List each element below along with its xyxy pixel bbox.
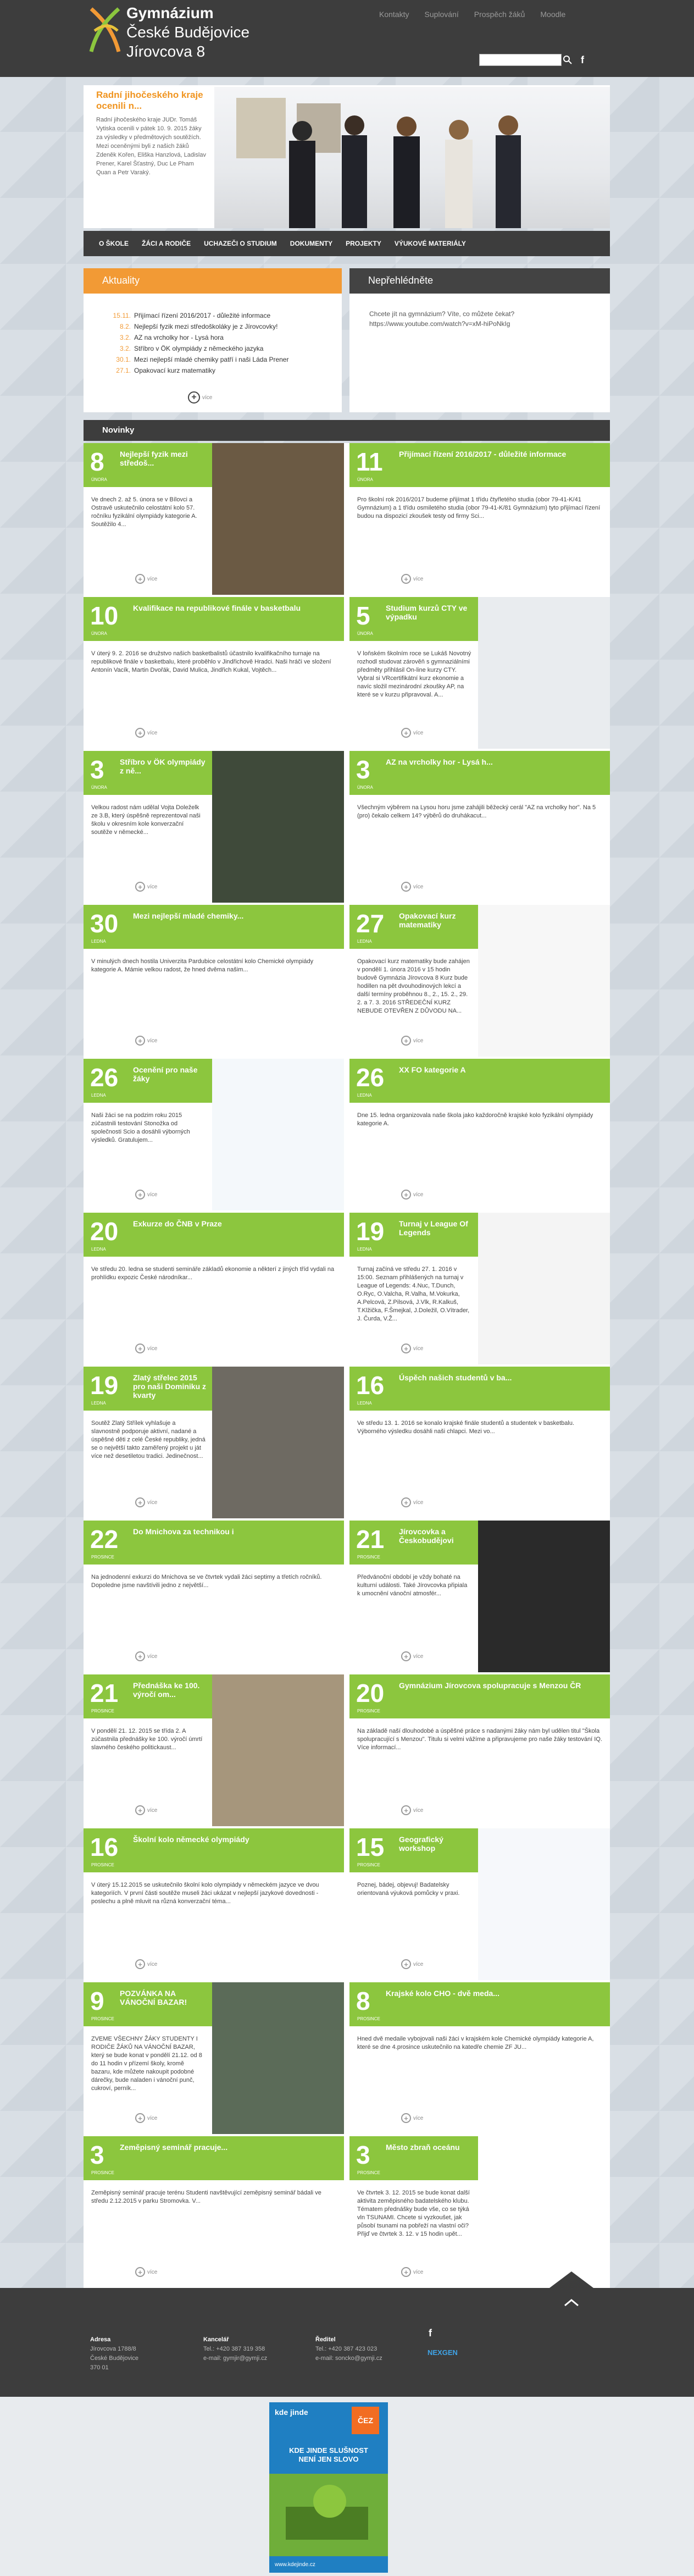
news-more-button[interactable] — [135, 1651, 157, 1661]
plus-icon: + — [135, 2267, 145, 2277]
news-card[interactable] — [349, 2136, 610, 2288]
news-photo[interactable] — [212, 1982, 344, 2134]
news-title[interactable]: Stříbro v ÖK olympiády z ně... — [120, 758, 206, 775]
students-photo-illustration — [214, 87, 610, 228]
news-card[interactable] — [84, 443, 344, 595]
news-card[interactable] — [349, 751, 610, 903]
news-title[interactable]: Gymnázium Jírovcova spolupracuje s Menzou ČR — [399, 1681, 581, 1690]
news-more-label: více — [413, 2115, 424, 2121]
news-month: ÚNORA — [357, 631, 373, 636]
plus-icon: + — [135, 1805, 145, 1815]
news-text: Předvánoční období je vždy bohaté na kulturní události. Také Jírovcovka připiala k umocnění vánoční atmosfér... — [357, 1574, 468, 1597]
news-more-label: více — [147, 1653, 158, 1660]
aktuality-heading: Aktuality — [84, 268, 342, 294]
news-more-button[interactable] — [135, 728, 157, 738]
news-month: LEDNA — [91, 1401, 106, 1406]
news-photo[interactable] — [478, 1521, 610, 1672]
hero-photo[interactable] — [214, 87, 610, 228]
news-day: 5 — [356, 601, 370, 630]
news-title[interactable]: Přijímací řízení 2016/2017 - důležité informace — [399, 450, 567, 458]
news-title[interactable]: Přednáška ke 100. výročí om... — [133, 1681, 200, 1699]
news-more-label: více — [413, 883, 424, 890]
news-photo[interactable] — [212, 751, 344, 903]
news-month: ÚNORA — [91, 477, 107, 482]
news-month: PROSINCE — [357, 2016, 380, 2021]
plus-icon: + — [135, 1344, 145, 1353]
plus-icon: + — [401, 882, 411, 892]
news-more-button[interactable] — [401, 1959, 423, 1969]
news-photo[interactable] — [212, 1059, 344, 1210]
news-photo[interactable] — [478, 2136, 610, 2288]
news-month: LEDNA — [357, 1093, 372, 1098]
news-text: Naši žáci se na podzim roku 2015 zúčastnili testování Stonožka od společnosti Scio a dosáhli výborných výsledků. Gratulujem... — [91, 1112, 190, 1143]
facebook-icon[interactable]: f — [581, 54, 584, 65]
news-month: PROSINCE — [357, 1862, 380, 1867]
news-more-label: více — [413, 1037, 424, 1044]
plus-icon: + — [401, 2113, 411, 2123]
news-title[interactable]: POZVÁNKA NA VÁNOČNÍ BAZAR! — [120, 1989, 187, 2006]
news-day: 30 — [90, 909, 119, 938]
plus-icon: + — [135, 1959, 145, 1969]
plus-icon: + — [401, 2267, 411, 2277]
news-card[interactable] — [84, 1059, 344, 1210]
news-month: PROSINCE — [91, 1555, 114, 1560]
news-month: PROSINCE — [357, 2170, 380, 2175]
news-month: PROSINCE — [91, 2016, 114, 2021]
news-card[interactable] — [349, 597, 610, 749]
aktuality-more-button[interactable] — [188, 391, 212, 403]
mainnav-projekty[interactable]: PROJEKTY — [346, 240, 381, 247]
news-day: 21 — [356, 1525, 385, 1554]
news-card[interactable] — [349, 1674, 610, 1826]
news-text: Ve středu 13. 1. 2016 se konalo krajské finále studentů a studentek v basketbalu. Výborného výsledku dosáhli naši chlapci. Mezi vo... — [357, 1420, 575, 1435]
footer-address-line: 370 01 — [90, 2364, 109, 2371]
news-card[interactable] — [84, 597, 344, 749]
nepreh-heading: Nepřehlédněte — [349, 268, 610, 294]
news-more-label: více — [147, 1499, 158, 1506]
plus-icon: + — [401, 1805, 411, 1815]
plus-icon: + — [401, 1651, 411, 1661]
plus-icon: + — [135, 1497, 145, 1507]
news-more-button[interactable] — [135, 2113, 157, 2123]
news-more-button[interactable] — [401, 728, 423, 738]
aktuality-date: 15.11. — [113, 312, 131, 319]
school-name-line1: Gymnázium — [126, 4, 214, 21]
news-text: Na jednodenní exkurzi do Mnichova se ve čtvrtek vydali žáci septimy a třetích ročníků. Dopoledne jsme navštívili jedno z největší... — [91, 1574, 322, 1589]
news-day: 20 — [356, 1679, 385, 1707]
news-title[interactable]: Školní kolo německé olympiády — [133, 1835, 249, 1844]
news-title[interactable]: XX FO kategorie A — [399, 1065, 466, 1074]
topnav-moodle[interactable]: Moodle — [540, 10, 566, 19]
footer-kancelar-phone: Tel.: +420 387 319 358 — [203, 2346, 265, 2352]
ad-banner[interactable] — [269, 2402, 388, 2573]
news-card[interactable] — [84, 1828, 344, 1980]
news-title[interactable]: Úspěch našich studentů v ba... — [399, 1373, 512, 1382]
news-more-label: více — [147, 1345, 158, 1352]
news-more-label: více — [147, 1037, 158, 1044]
news-day: 26 — [90, 1063, 119, 1092]
novinky-heading: Novinky — [84, 420, 610, 441]
news-text: Ve dnech 2. až 5. února se v Bílovci a Ostravě uskutečnilo celostátní kolo 57. ročníku fyzikální olympiády kategorie A. Soutěžilo 4... — [91, 496, 197, 528]
footer-facebook-icon[interactable]: f — [429, 2328, 432, 2339]
aktuality-text: Mezi nejlepší mladé chemiky patří i naši Láda Prener — [134, 356, 289, 363]
news-card[interactable] — [349, 443, 610, 595]
news-more-button[interactable] — [401, 1805, 423, 1815]
aktuality-item[interactable] — [99, 343, 342, 354]
news-month: PROSINCE — [357, 1555, 380, 1560]
news-text: V minulých dnech hostila Univerzita Pardubice celostátní kolo Chemické olympiády kategorie A. Mámie velkou radost, že hned dvěma našim... — [91, 958, 314, 973]
plus-icon: + — [401, 574, 411, 584]
news-text: ZVEME VŠECHNY ŽÁKY STUDENTY I RODIČE ŽÁKŮ NA VÁNOČNÍ BAZAR, který se bude konat v pondělí 21.12. od 8 do 11 hodin v přízemí školy, kromě bazaru, kde můžete nakoupit podobné dárečky, bude naladen i vánoční punč, cukroví, perník... — [91, 2036, 202, 2092]
news-month: LEDNA — [91, 1093, 106, 1098]
news-day: 9 — [90, 1987, 104, 2015]
news-text: V pondělí 21. 12. 2015 se třída 2. A zúčastnila přednášky ke 100. výročí úmrtí slavného českého politickaust... — [91, 1728, 203, 1751]
aktuality-text: Nejlepší fyzik mezi středoškoláky je z Jírovcovky! — [134, 323, 278, 330]
news-text: Ve čtvrtek 3. 12. 2015 se bude konat další aktivita zeměpisného badatelského klubu. Tématem přednášky bude vše, co se týká vln TSUNAMI. Chcete si vyzkoušet, jak působí tsunami na pobřeží na vlastní oči? Přijď ve čtvrtek 3. 12. v 15 hodin upět... — [357, 2190, 470, 2237]
topnav-kontakty[interactable]: Kontakty — [379, 10, 409, 19]
news-card[interactable] — [84, 1674, 344, 1826]
news-month: PROSINCE — [91, 2170, 114, 2175]
aktuality-date: 30.1. — [116, 356, 131, 363]
plus-icon: + — [401, 1497, 411, 1507]
news-text: Opakovací kurz matematiky bude zahájen v pondělí 1. února 2016 v 15 hodin budově Gymnázia Jírovcova 8 Kurz bude hodillen na pět dvouhodinových lekcí a další termíny proběhnou 8., 2., 15. 2., 29. 2. a 7. 3. 2016 STŘEDEČNÍ KURZ NEBUDE OTEVŘEN Z DŮVODU NA... — [357, 958, 470, 1014]
news-card[interactable] — [349, 1059, 610, 1210]
school-name-line2: České Budějovice — [126, 24, 250, 41]
news-text: Hned dvě medaile vybojovali naši žáci v krajském kole Chemické olympiády kategorie A, které se dne 4.prosince uskutečnilo na katedře chemie ZF JU... — [357, 2036, 594, 2050]
news-title[interactable]: Geografický workshop — [399, 1835, 443, 1853]
aktuality-date: 8.2. — [119, 323, 131, 330]
footer-address-title: Adresa — [90, 2336, 111, 2343]
news-day: 19 — [90, 1371, 119, 1400]
aktuality-text: Opakovací kurz matematiky — [134, 367, 216, 374]
news-text: Poznej, bádej, objevuj! Badatelsky orientovaná výuková pomůcky v praxi. — [357, 1882, 460, 1897]
news-day: 21 — [90, 1679, 119, 1707]
footer-reditel-title: Ředitel — [315, 2336, 336, 2343]
news-day: 3 — [90, 755, 104, 784]
mainnav-o-skole[interactable]: O ŠKOLE — [99, 240, 129, 247]
news-text: Soutěž Zlatý Střílek vyhlašuje a slavnostně podporuje aktivní, nadané a úspěšné děti z celé České republiky, jedná se o největší takto zaměřený projekt u ját více než desetiletou tradici. Jedinečnost... — [91, 1420, 206, 1460]
aktuality-item[interactable] — [99, 332, 342, 343]
news-photo[interactable] — [478, 905, 610, 1057]
aktuality-text: AZ na vrcholky hor - Lysá hora — [134, 334, 224, 341]
news-month: PROSINCE — [357, 1709, 380, 1713]
news-month: ÚNORA — [91, 631, 107, 636]
news-month: ÚNORA — [91, 785, 107, 790]
news-title[interactable]: Exkurze do ČNB v Praze — [133, 1219, 222, 1228]
news-month: ÚNORA — [357, 477, 373, 482]
news-day: 11 — [356, 447, 383, 476]
mainnav-dokumenty[interactable]: DOKUMENTY — [290, 240, 333, 247]
aktuality-item[interactable] — [99, 321, 342, 332]
plus-icon: + — [135, 2113, 145, 2123]
footer-address-line: České Budějovice — [90, 2355, 139, 2362]
ad-url: www.kdejinde.cz — [275, 2562, 315, 2568]
news-title[interactable]: Mezi nejlepší mladé chemiky... — [133, 911, 244, 920]
aktuality-item[interactable] — [99, 365, 342, 376]
news-more-label: více — [147, 1807, 158, 1814]
news-day: 8 — [90, 447, 104, 476]
top-navigation — [379, 10, 581, 19]
school-name-line3: Jírovcova 8 — [126, 43, 206, 60]
footer-kancelar-title: Kancelář — [203, 2336, 229, 2343]
hero-title[interactable]: Radní jihočeského kraje ocenili n... — [96, 90, 203, 111]
news-card[interactable] — [349, 1367, 610, 1518]
news-text: V úterý 9. 2. 2016 se družstvo našich basketbalistů účastnilo kvalifikačního turnaje na republikové finále v basketbalu, které proběhlo v Jindřichově Hradci. Naši hráči ve složení Antonín Vacík, Martin Dvořák, David Mulica, Jindřich Kukal, Vojtěch... — [91, 650, 331, 673]
news-more-label: více — [147, 2269, 158, 2275]
news-title[interactable]: Nejlepší fyzik mezi středoš... — [120, 450, 188, 467]
news-day: 15 — [356, 1833, 385, 1861]
nepreh-body — [349, 294, 610, 412]
news-more-label: více — [147, 729, 158, 736]
plus-icon: + — [401, 728, 411, 738]
news-more-button[interactable] — [135, 1805, 157, 1815]
news-title[interactable]: Do Mnichova za technikou i — [133, 1527, 234, 1536]
news-day: 16 — [90, 1833, 119, 1861]
ad-headline: kde jinde — [275, 2408, 308, 2417]
ad-slogan: KDE JINDE SLUŠNOST NENÍ JEN SLOVO — [289, 2446, 368, 2463]
news-title[interactable]: Kvalifikace na republikové finále v basketbalu — [133, 604, 301, 612]
ad-image — [269, 2474, 388, 2556]
news-more-button[interactable] — [135, 1190, 157, 1199]
topnav-prospech[interactable]: Prospěch žáků — [474, 10, 525, 19]
news-more-button[interactable] — [401, 1190, 423, 1199]
news-day: 10 — [90, 601, 119, 630]
news-more-label: více — [147, 576, 158, 582]
news-day: 16 — [356, 1371, 385, 1400]
news-title[interactable]: Zeměpisný seminář pracuje... — [120, 2143, 228, 2152]
news-photo[interactable] — [212, 1367, 344, 1518]
aktuality-more-label: více — [202, 394, 213, 401]
news-text: Zeměpisný seminář pracuje terénu Studenti navštěvující zeměpisný seminář bádali ve středu 2.12.2015 v parku Stromovka. V... — [91, 2190, 321, 2204]
plus-icon: + — [188, 391, 200, 403]
news-photo[interactable] — [478, 597, 610, 749]
news-more-label: více — [413, 1653, 424, 1660]
footer-address — [90, 2335, 138, 2373]
news-photo[interactable] — [478, 1828, 610, 1980]
news-day: 22 — [90, 1525, 119, 1554]
news-day: 20 — [90, 1217, 119, 1246]
main-navigation — [84, 231, 610, 256]
news-day: 26 — [356, 1063, 385, 1092]
news-month: LEDNA — [357, 1401, 372, 1406]
news-month: LEDNA — [91, 939, 106, 944]
mainnav-zaci-rodice[interactable]: ŽÁCI A RODIČE — [142, 240, 191, 247]
news-more-button[interactable] — [401, 1036, 423, 1046]
plus-icon: + — [135, 1036, 145, 1046]
school-name[interactable] — [126, 3, 249, 61]
news-more-label: více — [413, 1499, 424, 1506]
aktuality-item[interactable] — [99, 310, 342, 321]
news-more-label: více — [413, 576, 424, 582]
news-grid — [84, 443, 610, 2288]
news-more-button[interactable] — [135, 1344, 157, 1353]
news-card[interactable] — [84, 751, 344, 903]
news-title[interactable]: Ocenění pro naše žáky — [133, 1065, 198, 1083]
footer-reditel-email[interactable]: e-mail: soncko@gymji.cz — [315, 2355, 382, 2362]
news-text: V loňském školním roce se Lukáš Novotný rozhodl studovat zárověň s gymnaziálními předměty přihlásil On-line kurzy CTY. Vybral si VRcertifikátní kurz ekonomie a navíc složil mezinárodní zkoušky AP, na které se v kurzu připravoval. A... — [357, 650, 471, 698]
mainnav-uchazeci[interactable]: UCHAZEČI O STUDIUM — [204, 240, 277, 247]
news-card[interactable] — [84, 1367, 344, 1518]
footer-kancelar-email[interactable]: e-mail: gymjir@gymji.cz — [203, 2355, 268, 2362]
news-more-label: více — [413, 1961, 424, 1967]
news-more-label: více — [147, 1191, 158, 1198]
news-month: PROSINCE — [91, 1862, 114, 1867]
plus-icon: + — [135, 574, 145, 584]
news-photo[interactable] — [212, 1674, 344, 1826]
news-day: 19 — [356, 1217, 385, 1246]
news-more-button[interactable] — [135, 1959, 157, 1969]
footer-address-line: Jírovcova 1788/8 — [90, 2346, 136, 2352]
news-more-label: více — [147, 2115, 158, 2121]
mainnav-vyukove[interactable]: VÝUKOVÉ MATERIÁLY — [394, 240, 466, 247]
news-title[interactable]: Zlatý střelec 2015 pro naši Dominiku z kvarty — [133, 1373, 207, 1400]
news-card[interactable] — [84, 905, 344, 1057]
search-icon[interactable] — [562, 53, 573, 67]
news-more-button[interactable] — [135, 574, 157, 584]
news-text: Dne 15. ledna organizovala naše škola jako každoročně krajské kolo fyzikální olympiády kategorie A. — [357, 1112, 593, 1127]
news-month: LEDNA — [357, 939, 372, 944]
news-card[interactable] — [349, 1213, 610, 1364]
aktuality-date: 3.2. — [119, 334, 131, 341]
search-input[interactable] — [479, 54, 562, 66]
news-text: Na základě naší dlouhodobé a úspěšné práce s nadanými žáky nám byl udělen titul "Škola spolupracující s Menzou". Titulu si velmi vážíme a připravujeme pro naše žáky testování IQ. Více informací... — [357, 1728, 602, 1751]
news-more-label: více — [147, 883, 158, 890]
news-more-label: více — [413, 1191, 424, 1198]
ad-brand-logo: ČEZ — [352, 2407, 379, 2434]
news-title[interactable]: Turnaj v League Of Legends — [399, 1219, 468, 1237]
aktuality-text: Přijímací řízení 2016/2017 - důležité informace — [134, 312, 271, 319]
news-card[interactable] — [84, 1521, 344, 1672]
nepreh-text[interactable]: Chcete jít na gymnázium? Víte, co můžete čekat? https://www.youtube.com/watch?v=xM-hiPoNkIg — [369, 310, 515, 328]
aktuality-list — [84, 294, 342, 412]
hero-text: Radní jihočeského kraje JUDr. Tomáš Vytiska ocenili v pátek 10. 9. 2015 žáky za výsledky v předmětových soutěžích. Mezi oceněnými byli z našich žáků Zdeněk Kořen, Eliška Hanzlová, Ladislav Prener, Karel Šťastný, Duc Le Pham Quan a Petr Varaký. — [96, 117, 206, 176]
news-more-button[interactable] — [401, 1497, 423, 1507]
news-day: 3 — [90, 2141, 104, 2169]
news-text: V úterý 15.12.2015 se uskutečnilo školní kolo olympiády v německém jazyce ve dvou kategoriích. V první části soutěže museli žáci ukázat v nejlepší jazykové dovednosti - poslechu a plně mluvit na různá konverzační téma... — [91, 1882, 319, 1905]
news-title[interactable]: Město zbraň oceánu — [386, 2143, 460, 2152]
footer-reditel — [315, 2335, 382, 2363]
news-card[interactable] — [84, 1982, 344, 2134]
news-month: ÚNORA — [357, 785, 373, 790]
plus-icon: + — [135, 882, 145, 892]
aktuality-date: 3.2. — [119, 345, 131, 352]
news-more-button[interactable] — [401, 2267, 423, 2277]
news-more-button[interactable] — [135, 1036, 157, 1046]
footer-partner-logo[interactable]: NEXGEN — [427, 2348, 458, 2357]
news-more-label: více — [413, 729, 424, 736]
plus-icon: + — [135, 728, 145, 738]
news-text: Turnaj začíná ve středu 27. 1. 2016 v 15:00. Seznam přihlášených na turnaj v League of Legends: 4.Nuc, T.Dunch, O.Ryc, O.Valcha, R.Valha, M.Vokurka, A.Pelcová, Z.Pilsová, J.Vlk, R.Kalkuš, T.Klžičkа, F.Šmejkal, J.Doležil, O.Vítrader, J. Čurda, V.Ž... — [357, 1266, 470, 1322]
plus-icon: + — [401, 1036, 411, 1046]
school-logo-icon[interactable] — [87, 3, 123, 57]
news-more-button[interactable] — [401, 882, 423, 892]
plus-icon: + — [401, 1344, 411, 1353]
news-day: 3 — [356, 2141, 370, 2169]
news-photo[interactable] — [212, 443, 344, 595]
plus-icon: + — [401, 1959, 411, 1969]
aktuality-text: Stříbro v ÖK olympiády z německého jazyka — [134, 345, 264, 352]
news-card[interactable] — [84, 2136, 344, 2288]
news-month: LEDNA — [357, 1247, 372, 1252]
plus-icon: + — [135, 1190, 145, 1199]
aktuality-date: 27.1. — [116, 367, 131, 374]
news-text: Pro školní rok 2016/2017 budeme přijímat 1 třídu čtyřletého studia (obor 79-41-K/41 Gymnázium) a 1 třídu osmiletého studia (obor 79-41-K/81 Gymnázium) tyto přijímací řízení budou na dispozicí zkoušek testy od firmy Sci... — [357, 496, 601, 519]
news-title[interactable]: Opakovací kurz matematiky — [399, 911, 456, 929]
news-more-button[interactable] — [401, 2113, 423, 2123]
news-more-button[interactable] — [401, 1344, 423, 1353]
news-more-label: více — [413, 1345, 424, 1352]
news-more-button[interactable] — [135, 2267, 157, 2277]
news-title[interactable]: Jírovcovka a Českobudějovi — [399, 1527, 454, 1545]
news-photo[interactable] — [478, 1213, 610, 1364]
news-card[interactable] — [349, 1982, 610, 2134]
news-more-button[interactable] — [135, 1497, 157, 1507]
plus-icon: + — [135, 1651, 145, 1661]
news-day: 8 — [356, 1987, 370, 2015]
news-more-button[interactable] — [401, 574, 423, 584]
news-month: LEDNA — [91, 1247, 106, 1252]
news-day: 27 — [356, 909, 385, 938]
news-title[interactable]: Studium kurzů CTY ve výpadku — [386, 604, 468, 621]
news-day: 3 — [356, 755, 370, 784]
news-text: Všechným výběrem na Lysou horu jsme zahájili běžecký cerál "AZ na vrcholky hor". Na 5 (pro) čekalo celkem 14? výběrů do druhákacut... — [357, 804, 596, 819]
footer-kancelar — [203, 2335, 267, 2363]
news-more-button[interactable] — [401, 1651, 423, 1661]
news-card[interactable] — [349, 905, 610, 1057]
news-title[interactable]: AZ na vrcholky hor - Lysá h... — [386, 758, 493, 766]
topnav-suplovani[interactable]: Suplování — [424, 10, 459, 19]
news-card[interactable] — [84, 1213, 344, 1364]
news-title[interactable]: Krajské kolo CHO - dvě meda... — [386, 1989, 499, 1998]
news-month: PROSINCE — [91, 1709, 114, 1713]
news-text: Ve středu 20. ledna se studenti semináře základů ekonomie a některí z jiných tříd vydali na prohlídku expozic České národníkar... — [91, 1266, 335, 1281]
news-card[interactable] — [349, 1828, 610, 1980]
plus-icon: + — [401, 1190, 411, 1199]
aktuality-item[interactable] — [99, 354, 342, 365]
news-more-label: více — [147, 1961, 158, 1967]
news-more-label: více — [413, 2269, 424, 2275]
news-card[interactable] — [349, 1521, 610, 1672]
news-text: Velkou radost nám udělal Vojta Doleželk ze 3.B, který úspěšně reprezentoval naši školu v okresním kole konverzační soutěže v německé... — [91, 804, 201, 836]
news-more-label: více — [413, 1807, 424, 1814]
news-more-button[interactable] — [135, 882, 157, 892]
footer-reditel-phone: Tel.: +420 387 423 023 — [315, 2346, 377, 2352]
